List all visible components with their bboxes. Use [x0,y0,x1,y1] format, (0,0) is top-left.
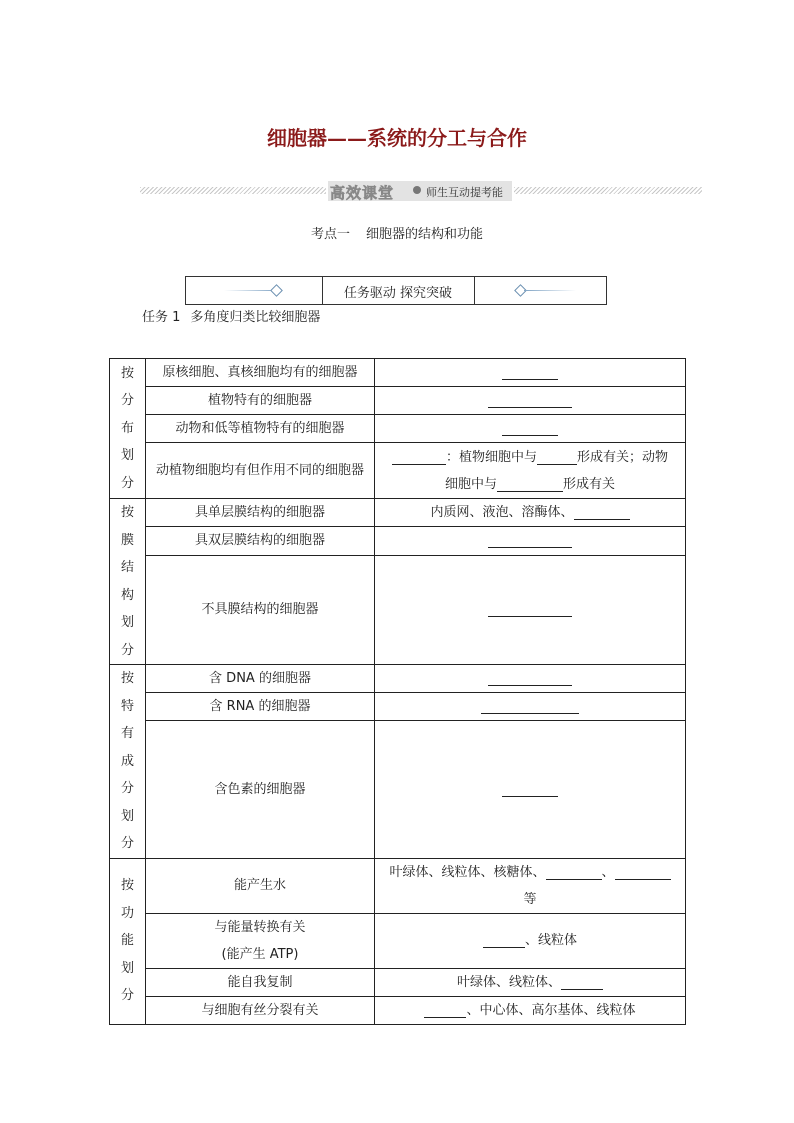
answer-blank[interactable] [392,450,446,465]
answer-blank[interactable] [488,393,572,408]
answer-cell [375,693,686,721]
banner-sub-text: 师生互动提考能 [426,186,503,199]
table-row [110,527,686,555]
answer-blank[interactable] [488,671,572,686]
task-heading [142,306,320,325]
table-row [110,499,686,527]
bullet-icon [413,186,421,194]
answer-blank[interactable] [561,975,603,990]
answer-cell: 、中心体、高尔基体、线粒体 [375,996,686,1024]
answer-blank[interactable] [615,865,671,880]
table-row [110,359,686,387]
table-row [110,443,686,499]
banner-main-text: 高效课堂 [330,184,395,202]
ornament-line-right [524,290,576,291]
task-box [185,276,607,305]
task-name: 多角度归类比较细胞器 [190,310,321,325]
table-row [110,665,686,693]
answer-blank[interactable] [502,782,558,797]
row-label: 与细胞有丝分裂有关 [146,996,375,1024]
answer-blank[interactable] [488,602,572,617]
organelle-table [109,358,686,1025]
row-label: 含 DNA 的细胞器 [146,665,375,693]
banner-hatch-right [514,187,702,194]
diamond-icon [270,284,283,297]
answer-blank[interactable] [537,450,577,465]
answer-cell: 叶绿体、线粒体、 [375,968,686,996]
row-label: 原核细胞、真核细胞均有的细胞器 [146,359,375,387]
table-row [110,913,686,968]
section-heading [0,223,794,242]
answer-blank[interactable] [546,865,602,880]
row-label: 含色素的细胞器 [146,721,375,858]
answer-blank[interactable] [488,533,572,548]
banner-hatch-left [140,187,326,194]
answer-cell: ：植物细胞中与 形成有关；动物 细胞中与 形成有关 [375,443,686,499]
answer-cell [375,415,686,443]
row-label: 动物和低等植物特有的细胞器 [146,415,375,443]
category-function: 按 功 能 划 分 [110,858,146,1024]
section-number: 考点一 [310,227,350,242]
answer-cell [375,721,686,858]
answer-blank[interactable] [483,933,525,948]
answer-cell: 内质网、液泡、溶酶体、 [375,499,686,527]
answer-cell: 、线粒体 [375,913,686,968]
table-row [110,693,686,721]
row-label: 能产生水 [146,858,375,913]
row-label: 不具膜结构的细胞器 [146,555,375,664]
page-title: 细胞器——系统的分工与合作 [267,126,527,150]
row-label: 具单层膜结构的细胞器 [146,499,375,527]
table-row [110,968,686,996]
answer-blank[interactable] [502,365,558,380]
answer-cell [375,527,686,555]
row-label: 与能量转换有关 (能产生 ATP) [146,913,375,968]
row-label: 含 RNA 的细胞器 [146,693,375,721]
answer-cell [375,359,686,387]
task-box-label: 任务驱动 探究突破 [343,286,453,301]
answer-blank[interactable] [481,699,579,714]
row-label: 能自我复制 [146,968,375,996]
row-label: 具双层膜结构的细胞器 [146,527,375,555]
answer-blank[interactable] [497,477,563,492]
task-number: 任务 1 [142,310,181,325]
category-membrane: 按 膜 结 构 划 分 [110,499,146,665]
section-name: 细胞器的结构和功能 [366,227,484,242]
table-row [110,555,686,664]
table-row [110,387,686,415]
row-label: 动植物细胞均有但作用不同的细胞器 [146,443,375,499]
answer-cell [375,555,686,664]
table-row [110,721,686,858]
answer-blank[interactable] [502,421,558,436]
answer-cell [375,665,686,693]
section-banner [328,181,512,201]
answer-blank[interactable] [424,1003,466,1018]
answer-cell: 叶绿体、线粒体、核糖体、 、 等 [375,858,686,913]
answer-blank[interactable] [574,505,630,520]
table-row [110,415,686,443]
table-row [110,996,686,1024]
row-label: 植物特有的细胞器 [146,387,375,415]
table-row [110,858,686,913]
category-component: 按 特 有 成 分 划 分 [110,665,146,859]
category-distribution: 按 分 布 划 分 [110,359,146,499]
answer-cell [375,387,686,415]
